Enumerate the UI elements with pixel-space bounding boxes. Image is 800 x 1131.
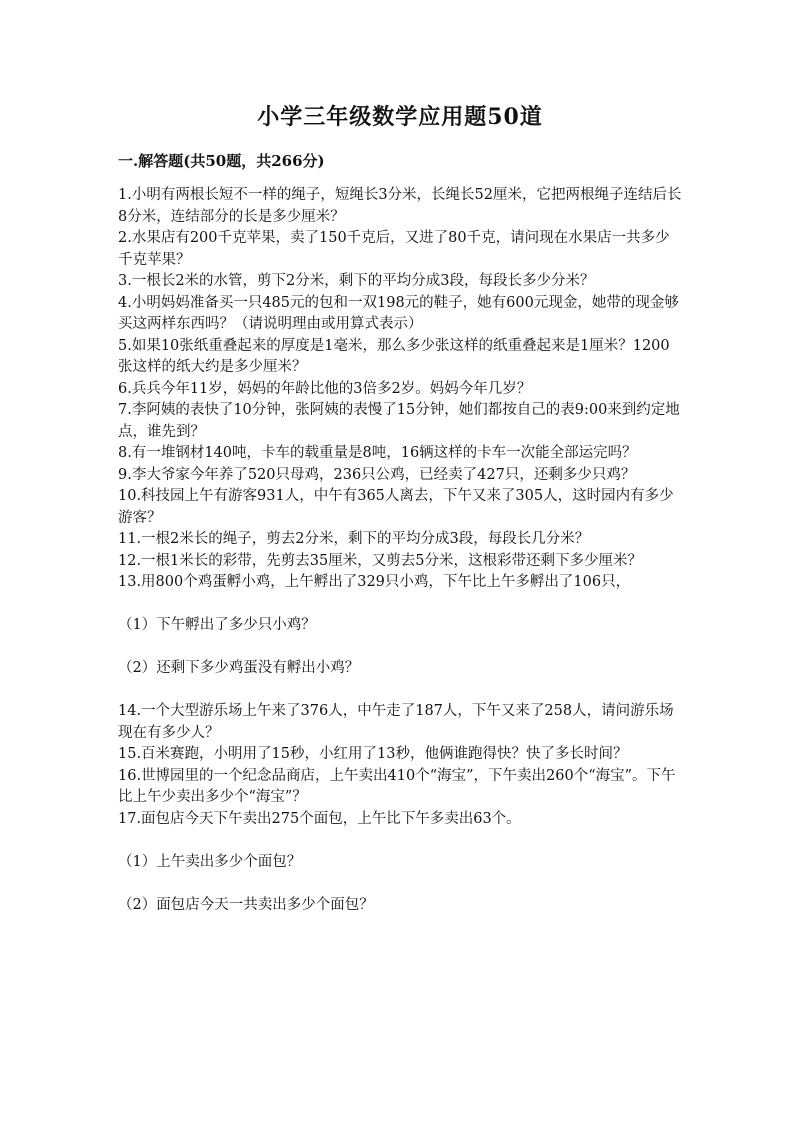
question-8: 8.有一堆钢材140吨，卡车的载重量是8吨，16辆这样的卡车一次能全部运完吗？ bbox=[118, 445, 637, 461]
question-9: 9.李大爷家今年养了520只母鸡，236只公鸡，已经卖了427只，还剩多少只鸡？ bbox=[118, 466, 636, 483]
document-title: 小学三年级数学应用题50道 bbox=[257, 104, 543, 130]
question-1: 1.小明有两根长短不一样的绳子，短绳长3分米，长绳长52厘米，它把两根绳子连结后长8分米，连结部分的长是多少厘米？ bbox=[118, 187, 682, 225]
question-12: 12.一根1米长的彩带，先剪去35厘米，又剪去5分米，这根彩带还剩下多少厘米？ bbox=[118, 552, 642, 569]
question-list bbox=[118, 185, 683, 916]
question-16: 16.世博园里的一个纪念品商店，上午卖出410个“海宝”，下午卖出260个“海宝”。下午比上午少卖出多少个“海宝”？ bbox=[118, 767, 676, 805]
question-17: 17.面包店今天下午卖出275个面包，上午比下午多卖出63个。 bbox=[118, 810, 521, 827]
question-11: 11.一根2米长的绳子，剪去2分米，剩下的平均分成3段，每段长几分米？ bbox=[118, 531, 590, 547]
question-3: 3.一根长2米的水管，剪下2分米，剩下的平均分成3段，每段长多少分米？ bbox=[118, 273, 595, 289]
question-5: 5.如果10张纸重叠起来的厚度是1毫米，那么多少张这样的纸重叠起来是1厘米？1200张这样的纸大约是多少厘米？ bbox=[118, 337, 670, 375]
question-13-part-2: （2）还剩下多少鸡蛋没有孵出小鸡？ bbox=[118, 660, 360, 676]
question-17-part-1: （1）上午卖出多少个面包？ bbox=[118, 853, 302, 870]
question-4: 4.小明妈妈准备买一只485元的包和一双198元的鞋子，她有600元现金，她带的现金够买这两样东西吗？（请说明理由或用算式表示） bbox=[118, 294, 679, 332]
question-7: 7.李阿姨的表快了10分钟，张阿姨的表慢了15分钟，她们都按自己的表9:00来到约定地点，谁先到？ bbox=[118, 402, 680, 440]
question-13-part-1: （1）下午孵出了多少只小鸡？ bbox=[118, 617, 316, 633]
question-2: 2.水果店有200千克苹果，卖了150千克后，又进了80千克，请问现在水果店一共多少千克苹果？ bbox=[118, 230, 670, 268]
question-10: 10.科技园上午有游客931人，中午有365人离去，下午又来了305人，这时园内有多少游客？ bbox=[118, 488, 674, 526]
question-17-part-2: （2）面包店今天一共卖出多少个面包？ bbox=[118, 896, 374, 913]
section-heading: 一.解答题(共50题，共266分) bbox=[118, 152, 325, 170]
question-14: 14.一个大型游乐场上午来了376人，中午走了187人，下午又来了258人，请问游乐场现在有多少人？ bbox=[118, 703, 674, 741]
question-15: 15.百米赛跑，小明用了15秒，小红用了13秒，他俩谁跑得快？快了多长时间？ bbox=[118, 746, 628, 762]
question-13: 13.用800个鸡蛋孵小鸡，上午孵出了329只小鸡，下午比上午多孵出了106只， bbox=[118, 574, 631, 590]
question-6: 6.兵兵今年11岁，妈妈的年龄比他的3倍多2岁。妈妈今年几岁？ bbox=[118, 380, 532, 397]
